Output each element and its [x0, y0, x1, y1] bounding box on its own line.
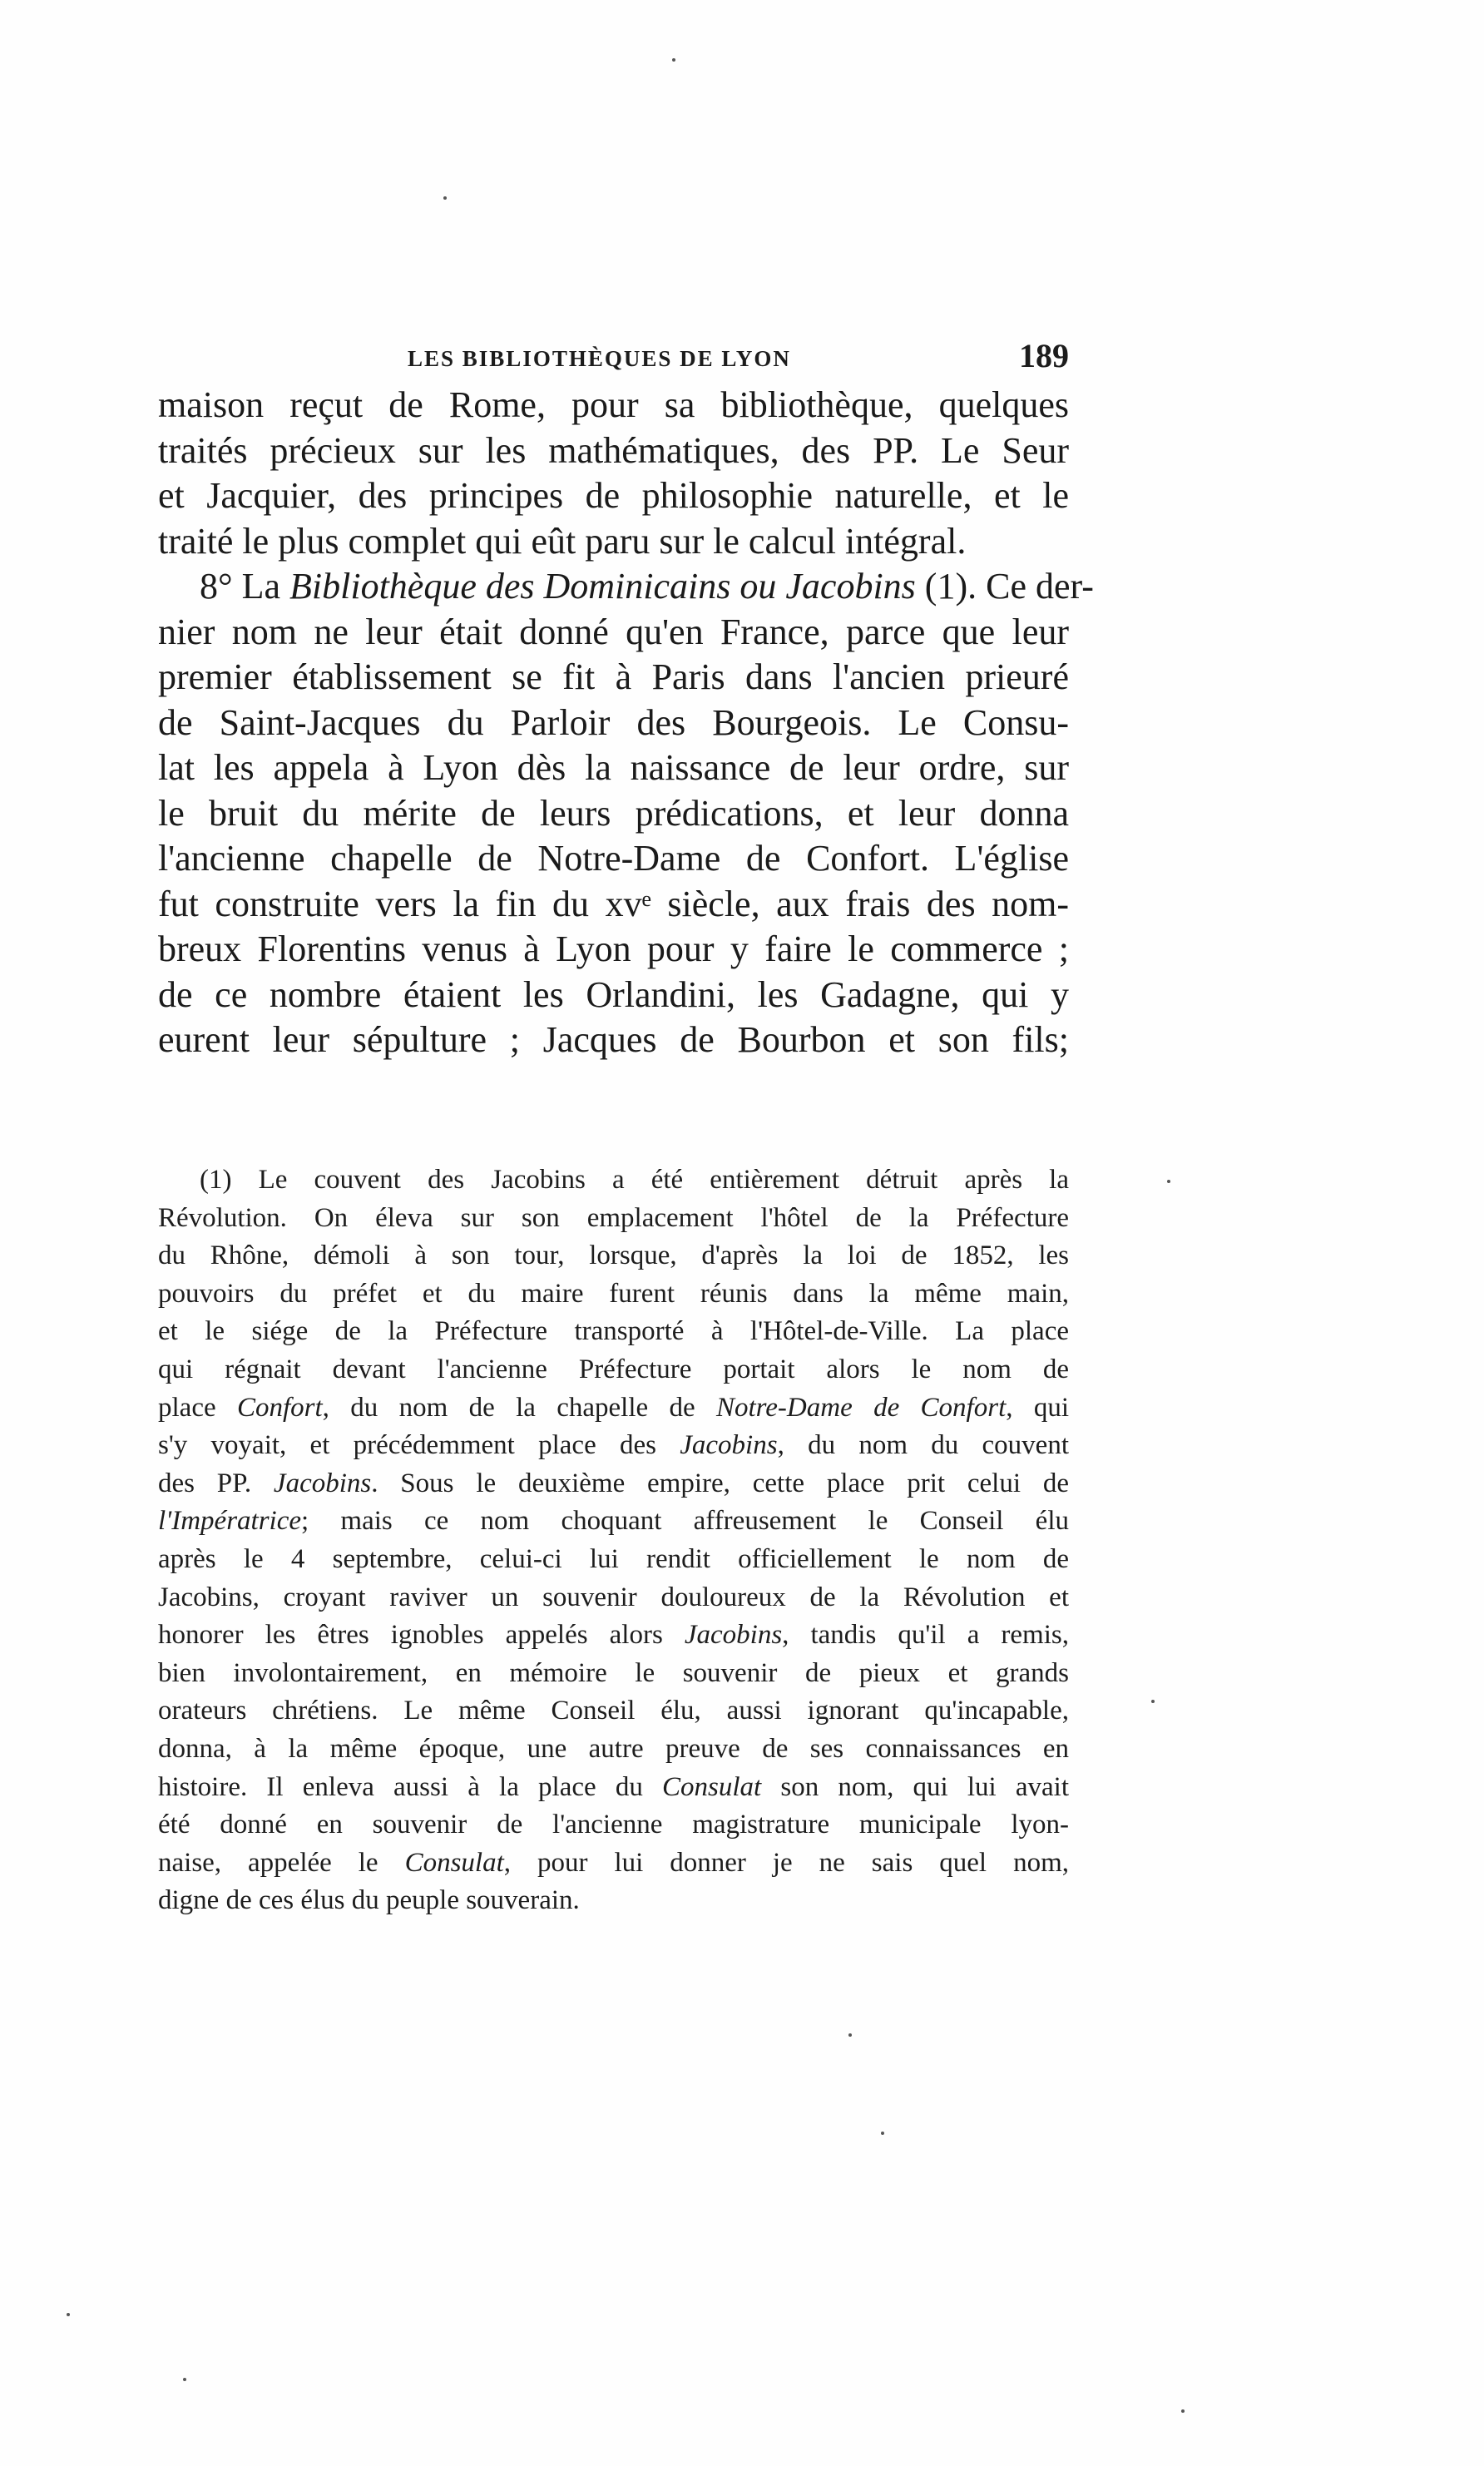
scan-speck	[881, 2132, 884, 2135]
text-line: premier établissement se fit à Paris dans l'ancien prieuré	[158, 656, 1069, 697]
footnote-text: honorer les êtres ignobles appelés alors	[158, 1620, 685, 1651]
text-line: nier nom ne leur était donné qu'en France, parce que leur	[158, 611, 1069, 652]
section-number: 8° La	[200, 566, 290, 607]
text-line: fut construite vers la fin du xvᵉ siècle, aux frais des nom-	[158, 883, 1069, 924]
scan-speck	[1151, 1700, 1155, 1703]
footnote-ref: (1). Ce der-	[915, 566, 1094, 607]
footnote-line	[158, 1769, 1069, 1807]
footnote-text: , du nom de la chapelle de	[322, 1392, 716, 1423]
footnote-line: du Rhône, démoli à son tour, lorsque, d'après la loi de 1852, les	[158, 1240, 1069, 1271]
footnote-text: place	[158, 1392, 237, 1423]
scan-speck	[848, 2033, 852, 2037]
footnote-line: Révolution. On éleva sur son emplacement l'hôtel de la Préfecture	[158, 1202, 1069, 1233]
main-text	[158, 383, 1094, 1063]
footnote-line	[158, 1845, 1069, 1883]
text-line: de Saint-Jacques du Parloir des Bourgeois. Le Consu-	[158, 701, 1069, 743]
footnote-italic: l'Impératrice	[158, 1506, 302, 1537]
footnote-italic: Notre-Dame de Confort	[715, 1392, 1007, 1423]
footnote-line: bien involontairement, en mémoire le souvenir de pieux et grands	[158, 1657, 1069, 1688]
running-head	[158, 333, 1069, 383]
footnote-line: été donné en souvenir de l'ancienne magistrature municipale lyon-	[158, 1810, 1069, 1840]
footnote-italic: Jacobins	[684, 1620, 783, 1651]
scan-speck	[183, 2378, 186, 2381]
footnote-text: , pour lui donner je ne sais quel nom,	[503, 1847, 1069, 1878]
scan-speck	[67, 2313, 70, 2316]
paragraph-start	[158, 564, 1094, 610]
footnote-text: ; mais ce nom choquant affreusement le Conseil élu	[301, 1506, 1069, 1537]
section-title: Bibliothèque des Dominicains ou Jacobins	[289, 566, 916, 607]
footnote-line: digne de ces élus du peuple souverain.	[158, 1885, 580, 1916]
footnote-line	[158, 1465, 1069, 1503]
footnote-text: histoire. Il enleva aussi à la place du	[158, 1771, 662, 1802]
text-line: et Jacquier, des principes de philosophie naturelle, et le	[158, 475, 1069, 516]
footnote-line	[158, 1503, 1069, 1541]
text-line: l'ancienne chapelle de Notre-Dame de Confort. L'église	[158, 838, 1069, 879]
footnote	[158, 1161, 1069, 1920]
footnote-italic: Consulat	[404, 1847, 504, 1878]
footnote-text: , qui	[1006, 1392, 1070, 1423]
running-title: LES BIBLIOTHÈQUES DE LYON	[408, 346, 791, 371]
text-line: traités précieux sur les mathématiques, des PP. Le Seur	[158, 429, 1069, 471]
footnote-italic: Confort	[236, 1392, 323, 1423]
scan-speck	[1181, 2409, 1185, 2413]
footnote-text: naise, appelée le	[158, 1847, 405, 1878]
footnote-italic: Jacobins	[273, 1468, 372, 1498]
scan-speck	[1167, 1180, 1170, 1183]
footnote-line	[158, 1427, 1069, 1465]
footnote-line: et le siége de la Préfecture transporté à l'Hôtel-de-Ville. La place	[158, 1316, 1069, 1347]
text-line: maison reçut de Rome, pour sa bibliothèque, quelques	[158, 384, 1069, 425]
footnote-text: son nom, qui lui avait	[761, 1771, 1069, 1802]
footnote-line	[158, 1389, 1069, 1428]
footnote-line: donna, à la même époque, une autre preuve de ses connaissances en	[158, 1733, 1069, 1764]
text-line: le bruit du mérite de leurs prédications, et leur donna	[158, 792, 1069, 834]
page-number: 189	[1019, 337, 1069, 374]
footnote-text: . Sous le deuxième empire, cette place prit celui de	[371, 1468, 1069, 1498]
footnote-text: des PP.	[158, 1468, 274, 1498]
footnote-italic: Jacobins	[680, 1430, 778, 1461]
footnote-line: Jacobins, croyant raviver un souvenir douloureux de la Révolution et	[158, 1582, 1069, 1612]
scan-speck	[672, 58, 675, 62]
footnote-text: , tandis qu'il a remis,	[782, 1620, 1069, 1651]
text-line: eurent leur sépulture ; Jacques de Bourbon et son fils;	[158, 1019, 1069, 1060]
footnote-line: orateurs chrétiens. Le même Conseil élu, aussi ignorant qu'incapable,	[158, 1696, 1069, 1726]
scan-speck	[443, 196, 447, 200]
footnote-text: s'y voyait, et précédemment place des	[158, 1430, 680, 1461]
footnote-italic: Consulat	[662, 1771, 762, 1802]
footnote-text: , du nom du couvent	[777, 1430, 1069, 1461]
text-line: traité le plus complet qui eût paru sur le calcul intégral.	[158, 520, 967, 562]
text-line: de ce nombre étaient les Orlandini, les Gadagne, qui y	[158, 973, 1069, 1015]
text-line: breux Florentins venus à Lyon pour y faire le commerce ;	[158, 928, 1069, 969]
text-line: lat les appela à Lyon dès la naissance de leur ordre, sur	[158, 747, 1069, 788]
footnote-line	[158, 1617, 1069, 1655]
footnote-line: (1) Le couvent des Jacobins a été entièrement détruit après la	[200, 1165, 1069, 1195]
footnote-line: après le 4 septembre, celui-ci lui rendit officiellement le nom de	[158, 1543, 1069, 1574]
footnote-line: qui régnait devant l'ancienne Préfecture portait alors le nom de	[158, 1354, 1069, 1384]
footnote-line: pouvoirs du préfet et du maire furent réunis dans la même main,	[158, 1278, 1069, 1309]
